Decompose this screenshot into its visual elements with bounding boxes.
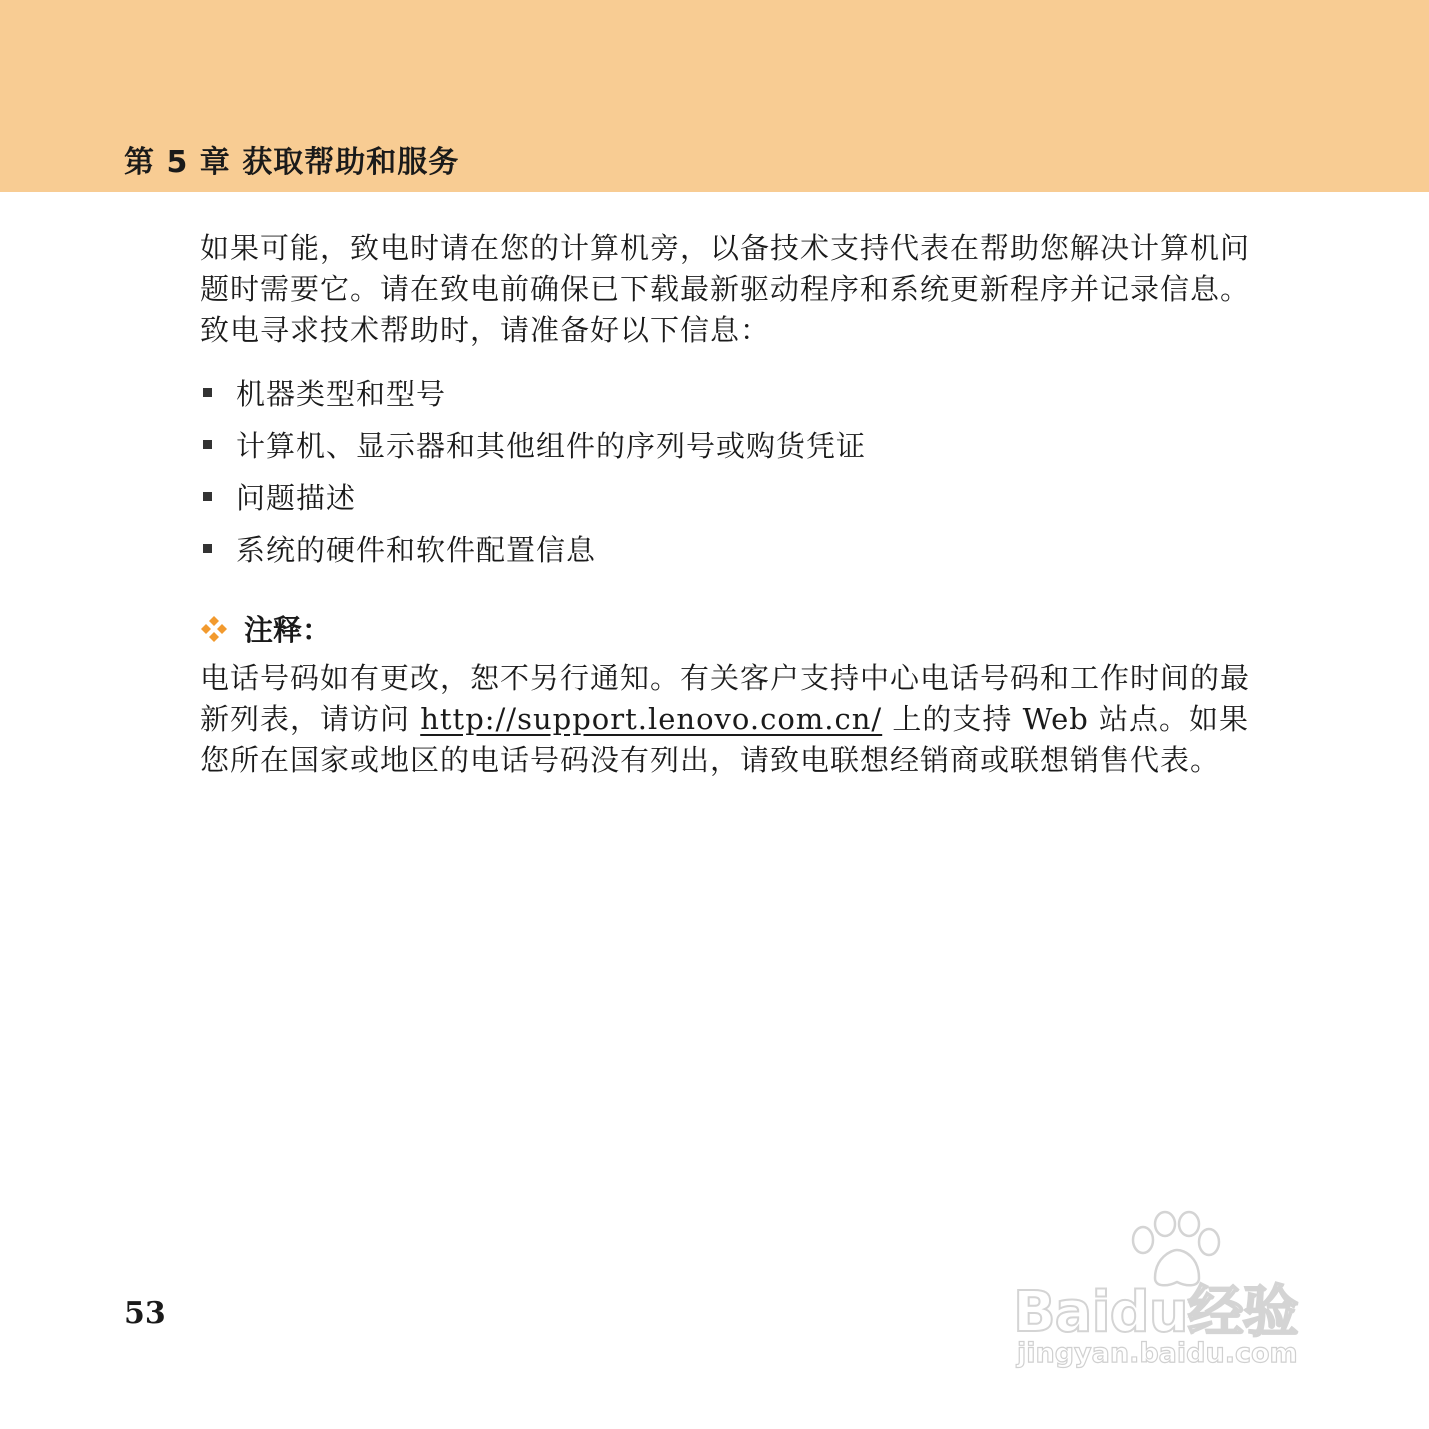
list-item-text: 计算机、显示器和其他组件的序列号或购货凭证 <box>236 428 867 463</box>
note-text-before-link: 电话号码如有更改，恕不另行通知。有关客户支持中心电话号码和工作时间的最新列表，请访问 <box>200 661 1251 736</box>
list-item-text: 系统的硬件和软件配置信息 <box>236 532 597 567</box>
watermark-url-text: jingyan.baidu.com <box>1017 1338 1298 1369</box>
page-number: 53 <box>124 1296 166 1331</box>
chapter-title: 第 5 章 获取帮助和服务 <box>124 145 460 180</box>
note-heading <box>200 608 331 649</box>
note-paragraph <box>200 658 1260 781</box>
square-bullet-icon <box>203 440 212 449</box>
note-text-after-link: 上的支持 Web 站点。如果您所在国家或地区的电话号码没有列出，请致电联想经销商或联想销售代表。 <box>200 702 1250 777</box>
list-item <box>200 470 866 522</box>
list-item <box>200 418 866 470</box>
support-link[interactable]: http://support.lenovo.com.cn/ <box>420 702 883 736</box>
square-bullet-icon <box>203 492 212 501</box>
baidu-jingyan-watermark <box>1005 1210 1345 1380</box>
list-item <box>200 366 866 418</box>
square-bullet-icon <box>203 544 212 553</box>
chapter-header-band <box>0 0 1429 192</box>
note-heading-label: 注释： <box>244 613 332 647</box>
list-item-text: 机器类型和型号 <box>236 376 447 411</box>
list-item-text: 问题描述 <box>236 480 357 515</box>
list-item <box>200 522 866 574</box>
intro-paragraph: 如果可能，致电时请在您的计算机旁，以备技术支持代表在帮助您解决计算机问题时需要它。请在致电前确保已下载最新驱动程序和系统更新程序并记录信息。致电寻求技术帮助时，请准备好以下信息： <box>200 231 1251 347</box>
info-bullet-list <box>200 366 866 574</box>
diamond-cluster-icon <box>200 615 228 643</box>
square-bullet-icon <box>203 388 212 397</box>
watermark-logo-text: Baidu经验 <box>1013 1280 1298 1345</box>
